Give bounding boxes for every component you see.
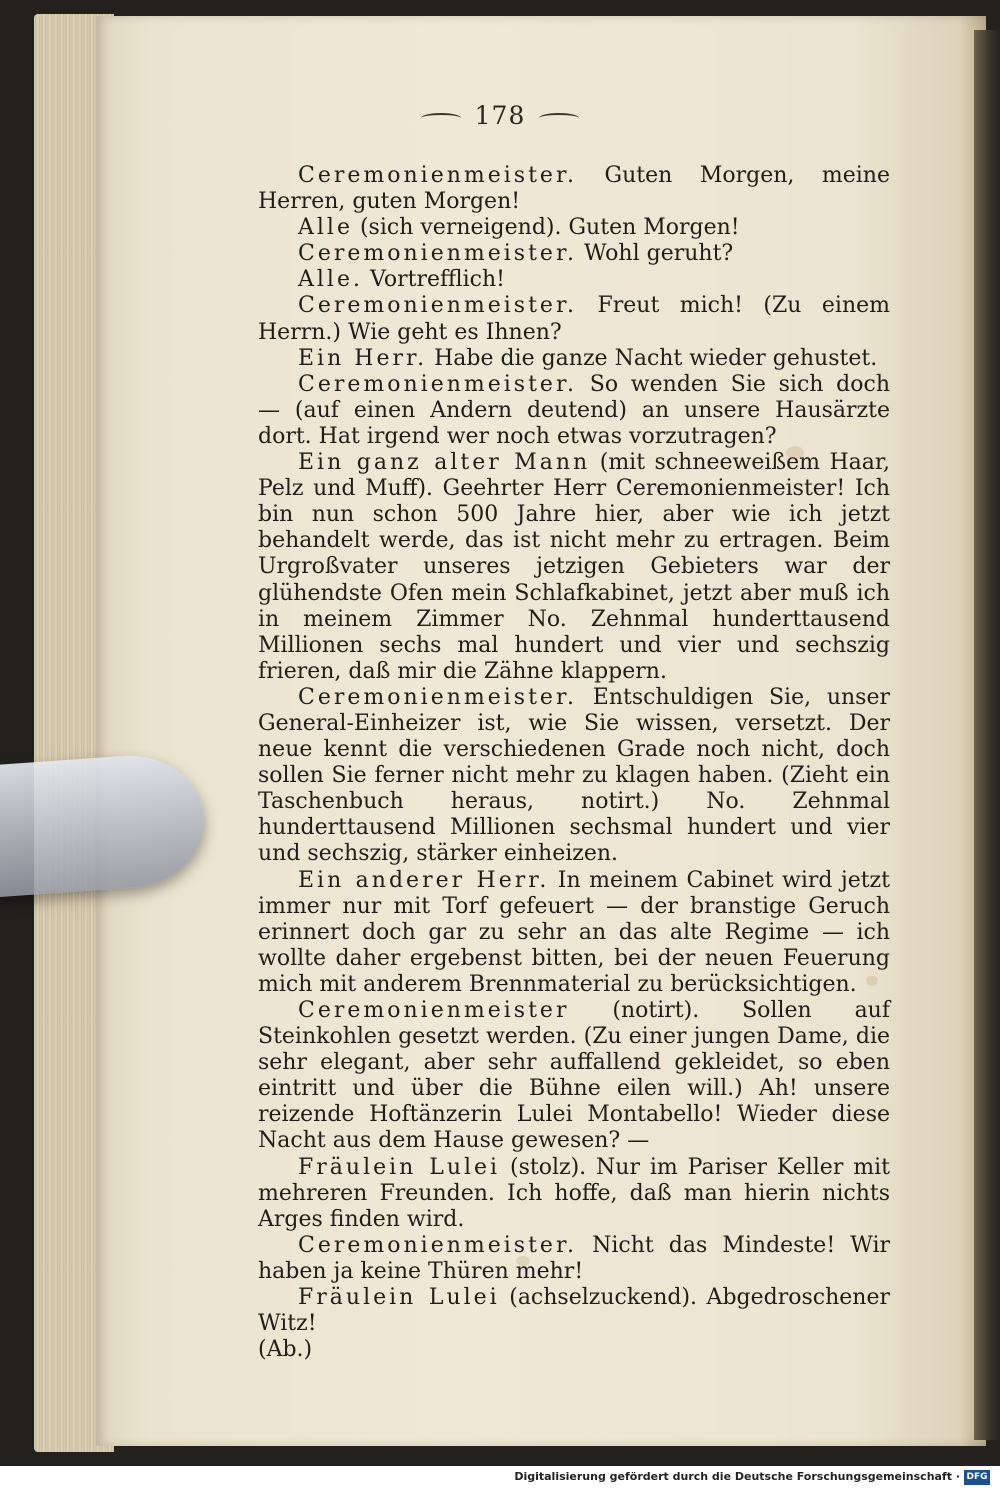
dialogue-paragraph — [258, 215, 890, 241]
dialogue-paragraph — [258, 685, 890, 868]
speaker-name: Ceremonienmeister. — [298, 293, 578, 319]
speaker-name: Ceremonienmeister. — [298, 1232, 578, 1258]
dialogue-text: Wohl geruht? — [577, 241, 734, 267]
dialogue-text: Freut mich! (Zu einem Herrn.) Wie geht es Ihnen? — [258, 293, 890, 345]
dialogue-paragraph — [258, 1285, 890, 1337]
speaker-name: Alle. — [298, 267, 363, 293]
dialogue-paragraph — [258, 241, 890, 267]
speaker-name: Ceremonienmeister. — [298, 371, 578, 397]
dialogue-text: (sich verneigend). Guten Morgen! — [352, 215, 740, 241]
dialogue-paragraph — [258, 293, 890, 345]
footer-bar — [0, 1466, 1000, 1490]
dialogue-paragraph — [258, 1233, 890, 1285]
speaker-name: Ein ganz alter Mann — [298, 450, 591, 476]
dialogue-text: (achselzuckend). Abgedroschener Witz! — [258, 1285, 890, 1337]
dialogue-paragraph — [258, 1155, 890, 1233]
dialogue-paragraph — [258, 450, 890, 685]
speaker-name: Ceremonienmeister. — [298, 684, 578, 710]
dialogue-paragraph — [258, 163, 890, 215]
speaker-name: Fräulein Lulei — [298, 1154, 501, 1180]
dialogue-text: Vortrefflich! — [362, 267, 506, 293]
page-header — [0, 101, 1000, 130]
speaker-name: Ceremonienmeister. — [298, 241, 578, 267]
dialogue-text: Habe die ganze Nacht wieder gehustet. — [427, 345, 878, 371]
funding-credit: Digitalisierung gefördert durch die Deutsche Forschungsgemeinschaft · — [514, 1470, 960, 1483]
page-number: 178 — [474, 101, 526, 130]
dialogue-text: So wenden Sie sich doch — (auf einen Andern deutend) an unsere Hausärzte dort. Hat irgend wer noch etwas vorzutragen? — [258, 371, 890, 449]
dialogue-paragraph — [258, 267, 890, 293]
speaker-name: Ceremonienmeister — [298, 998, 570, 1023]
dialogue-paragraph — [258, 868, 890, 998]
speaker-name: Ein anderer Herr. — [298, 867, 550, 893]
dialogue-text: (notirt). Sollen auf Steinkohlen gesetzt werden. (Zu einer jungen Dame, die sehr elegant, aber sehr auffallend gekleidet, so eben eintritt und über die Bühne eilen will.) Ah! unsere reizende Hoftänzerin Lulei Montabello! Wieder diese Nacht aus dem Hause gewesen? — — [258, 998, 890, 1154]
stage-direction-exit: (Ab.) — [258, 1337, 313, 1363]
dialogue-paragraph — [258, 346, 890, 372]
dialogue-paragraph — [258, 998, 890, 1155]
dfg-logo-icon: DFG — [964, 1470, 990, 1485]
dialogue-text: Guten Morgen, meine Herren, guten Morgen! — [258, 163, 890, 215]
dialogue-paragraph — [258, 372, 890, 450]
dialogue-text: Nicht das Mindeste! Wir haben ja keine Thüren mehr! — [258, 1232, 890, 1284]
ornament-left — [421, 113, 461, 123]
dialogue-text: Entschuldigen Sie, unser General-Einheizer ist, wie Sie wissen, versetzt. Der neue kennt die verschiedenen Grade noch nicht, doch sollen Sie ferner nicht mehr zu klagen haben. (Zieht ein Taschenbuch heraus, notirt.) No. Zehnmal hunderttausend Millionen sechsmal hundert und vier und sechszig, stärker einheizen. — [258, 684, 890, 867]
next-page-edge — [974, 30, 1000, 1440]
dialogue-text: (stolz). Nur im Pariser Keller mit mehreren Freunden. Ich hoffe, daß man hierin nichts Arges finden wird. — [258, 1154, 890, 1232]
dialogue-text: (mit schneeweißem Haar, Pelz und Muff). Geehrter Herr Ceremonienmeister! Ich bin nun schon 500 Jahre hier, aber wie ich jetzt behandelt werde, das ist nicht mehr zu ertragen. Beim Urgroßvater unseres jetzigen Gebieters war der glühendste Ofen mein Schlafkabinet, jetzt aber muß ich in meinem Zimmer No. Zehnmal hunderttausend Millionen sechs mal hundert und vier und sechszig frieren, daß mir die Zähne klappern. — [258, 450, 891, 684]
play-text — [258, 163, 890, 1363]
speaker-name: Ein Herr. — [298, 345, 428, 371]
dialogue-text: In meinem Cabinet wird jetzt immer nur mit Torf gefeuert — der branstige Geruch erinnert doch gar zu sehr an das alte Regime — ich wollte daher ergebenst bitten, bei der neuen Feuerung mich mit anderem Brennmaterial zu berücksichtigen. — [258, 867, 890, 997]
speaker-name: Ceremonienmeister. — [298, 163, 578, 188]
ornament-right — [539, 113, 579, 123]
speaker-name: Alle — [298, 215, 353, 241]
speaker-name: Fräulein Lulei — [298, 1285, 500, 1311]
